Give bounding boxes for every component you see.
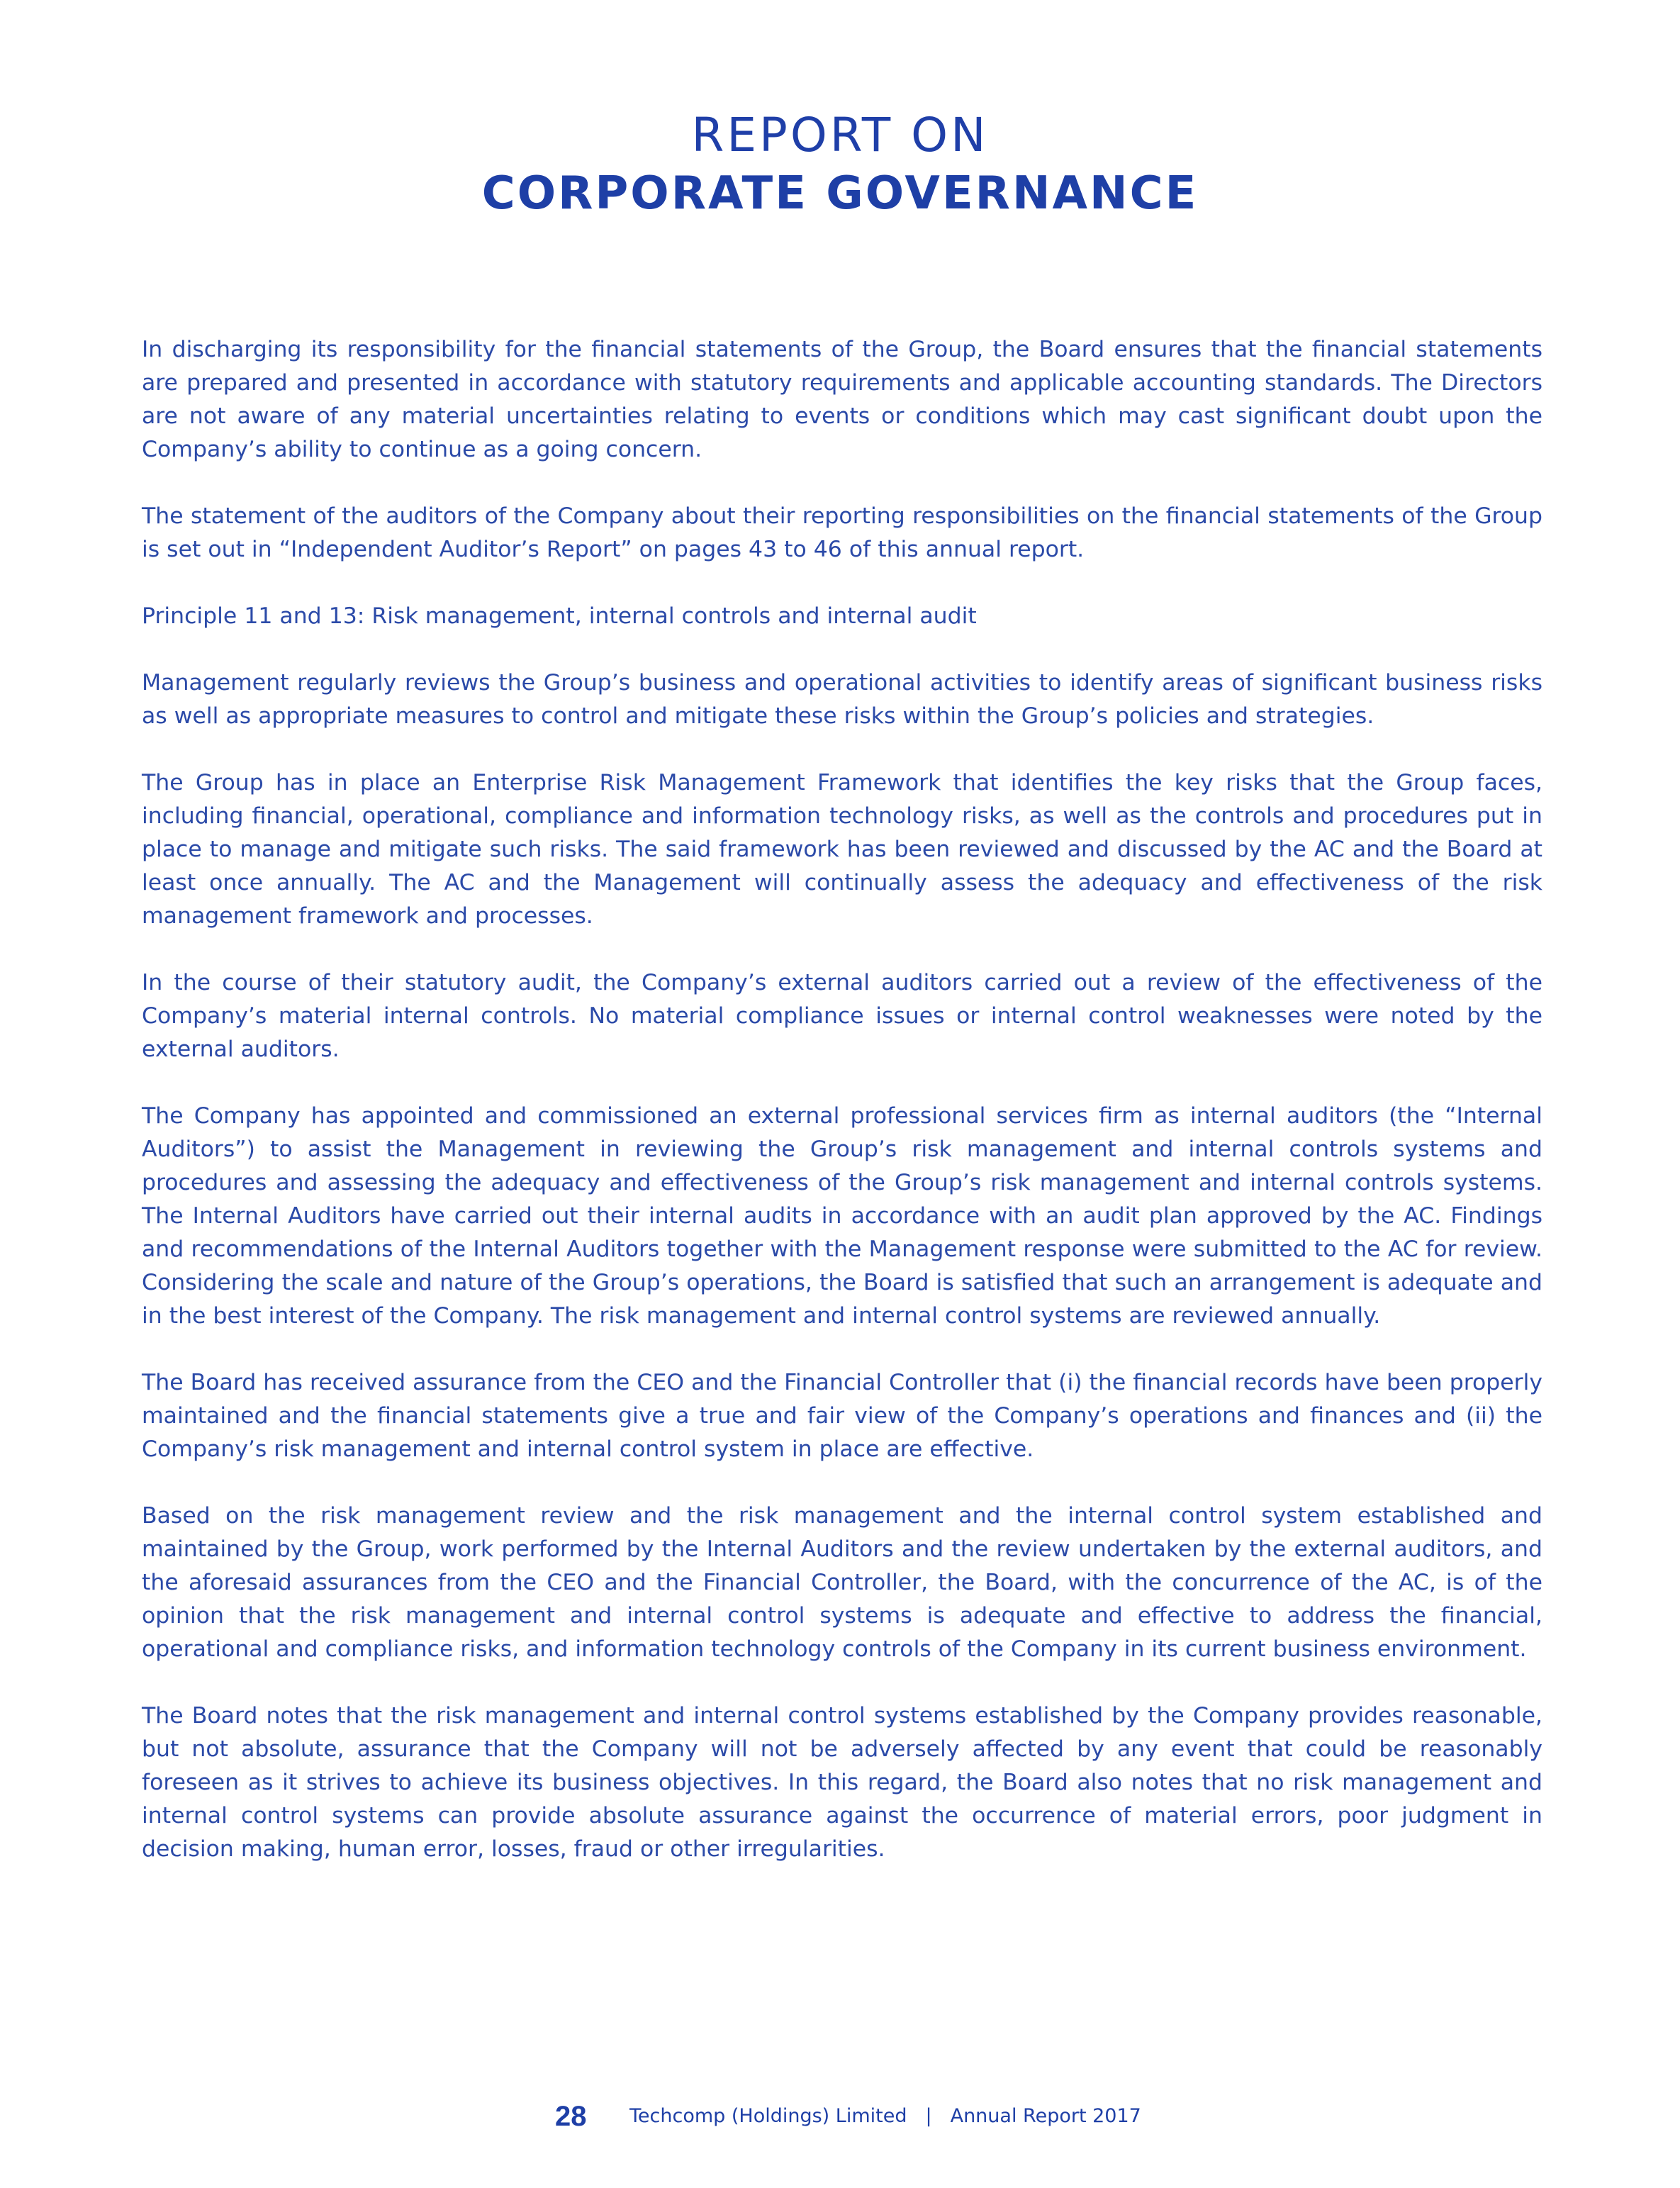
footer-company: Techcomp (Holdings) Limited [629,2105,907,2127]
paragraph-internal-auditors: The Company has appointed and commissioned an external professional services firm as internal auditors (the “Internal Auditors”) to assist the Management in reviewing the Group’s risk management and internal controls systems and procedures and assessing the adequacy and effectiveness of the Group’s risk management and internal controls systems. The Internal Auditors have carried out their internal audits in accordance with an audit plan approved by the AC. Findings and recommendations of the Internal Auditors together with the Management response were submitted to the AC for review. Considering the scale and nature of the Group’s operations, the Board is satisfied that such an arrangement is adequate and in the best interest of the Company. The risk management and internal control systems are reviewed annually. [142,1103,1542,1329]
paragraph-ceo-assurance: The Board has received assurance from the CEO and the Financial Controller that (i) the financial records have been properly maintained and the financial statements give a true and fair view of the Company’s operations and finances and (ii) the Company’s risk management and internal control system in place are effective. [142,1370,1542,1462]
paragraph-external-audit: In the course of their statutory audit, the Company’s external auditors carried out a review of the effectiveness of the Company’s material internal controls. No material compliance issues or internal control weaknesses were noted by the external auditors. [142,970,1542,1062]
footer-report-name: Annual Report 2017 [950,2105,1141,2127]
paragraph-management-review: Management regularly reviews the Group’s business and operational activities to identify areas of significant business risks as well as appropriate measures to control and mitigate these risks within the Group’s policies and strategies. [142,670,1542,729]
paragraph-auditors-statement: The statement of the auditors of the Company about their reporting responsibilities on the financial statements of the Group is set out in “Independent Auditor’s Report” on pages 43 to 46 of this annual report. [142,503,1542,562]
paragraph-risk-framework: The Group has in place an Enterprise Risk Management Framework that identifies the key risks that the Group faces, including financial, operational, compliance and information technology risks, as well as the controls and procedures put in place to manage and mitigate such risks. The said framework has been reviewed and discussed by the AC and the Board at least once annually. The AC and the Management will continually assess the adequacy and effectiveness of the risk management framework and processes. [142,770,1542,929]
page-number: 28 [555,2101,587,2132]
page-header [0,106,1680,223]
footer-separator: | [925,2105,932,2127]
footer-text [629,2095,1141,2138]
page-footer [0,2095,1680,2138]
document-body [142,333,1542,1899]
page-title-line-1: REPORT ON [691,108,989,162]
paragraph-reasonable-assurance: The Board notes that the risk management and internal control systems established by the Company provides reasonable, but not absolute, assurance that the Company will not be adversely affected by any event that could be reasonably foreseen as it strives to achieve its business objectives. In this regard, the Board also notes that no risk management and internal control systems can provide absolute assurance against the occurrence of material errors, poor judgment in decision making, human error, losses, fraud or other irregularities. [142,1703,1542,1862]
page-title-line-2: CORPORATE GOVERNANCE [481,167,1199,220]
paragraph-going-concern: In discharging its responsibility for the financial statements of the Group, the Board ensures that the financial statements are prepared and presented in accordance with statutory requirements and applicable accounting standards. The Directors are not aware of any material uncertainties relating to events or conditions which may cast significant doubt upon the Company’s ability to continue as a going concern. [142,337,1542,462]
paragraph-board-opinion: Based on the risk management review and the risk management and the internal control system established and maintained by the Group, work performed by the Internal Auditors and the review undertaken by the external auditors, and the aforesaid assurances from the CEO and the Financial Controller, the Board, with the concurrence of the AC, is of the opinion that the risk management and internal control systems is adequate and effective to address the financial, operational and compliance risks, and information technology controls of the Company in its current business environment. [142,1503,1542,1662]
section-heading-principle-11-13: Principle 11 and 13: Risk management, internal controls and internal audit [142,603,977,629]
